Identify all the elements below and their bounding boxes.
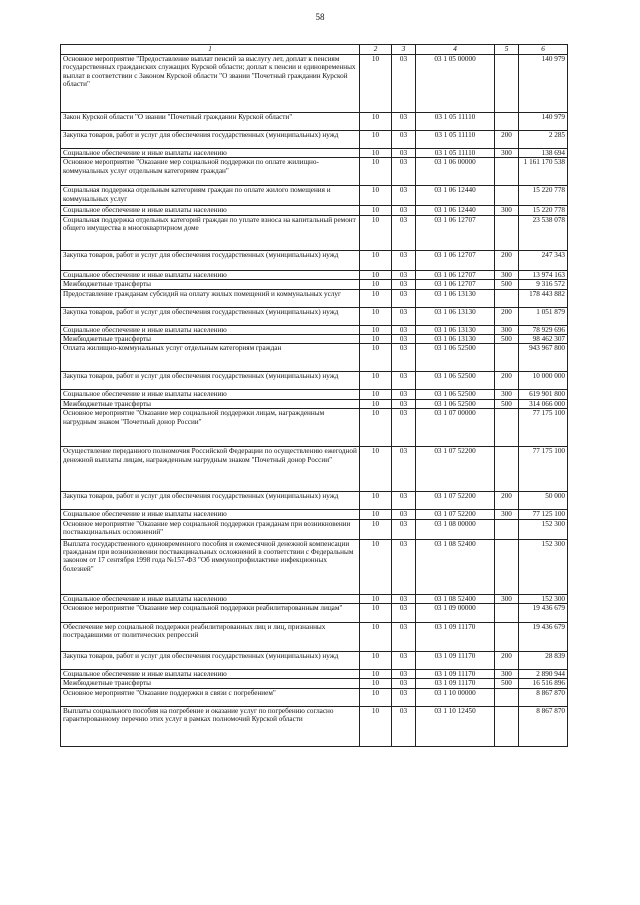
cell-target-article: 03 1 08 52400	[416, 594, 495, 603]
cell-name: Закупка товаров, работ и услуг для обеспечения государственных (муниципальных) нужд	[61, 131, 360, 149]
cell-amount: 15 220 778	[519, 186, 568, 206]
cell-section: 10	[360, 307, 392, 325]
cell-subsection: 03	[392, 409, 416, 447]
cell-amount: 98 462 307	[519, 335, 568, 344]
cell-target-article: 03 1 08 00000	[416, 519, 495, 539]
cell-target-article: 03 1 09 11170	[416, 652, 495, 670]
cell-target-article: 03 1 10 12450	[416, 706, 495, 746]
cell-name: Социальная поддержка отдельным категориям граждан по оплате жилого помещения и коммунальных услуг	[61, 186, 360, 206]
cell-target-article: 03 1 06 52500	[416, 372, 495, 390]
cell-section: 10	[360, 447, 392, 492]
table-row	[61, 113, 568, 131]
cell-subsection: 03	[392, 289, 416, 307]
cell-target-article: 03 1 06 12707	[416, 215, 495, 250]
cell-section: 10	[360, 289, 392, 307]
cell-amount: 2 285	[519, 131, 568, 149]
cell-name: Обеспечение мер социальной поддержки реабилитированных лиц и лиц, признанных пострадавшими от политических репрессий	[61, 623, 360, 652]
cell-amount: 9 316 572	[519, 280, 568, 289]
page-number: 58	[315, 12, 325, 22]
cell-amount: 13 974 163	[519, 270, 568, 279]
cell-name: Социальное обеспечение и иные выплаты населению	[61, 270, 360, 279]
cell-expense-type: 500	[495, 335, 519, 344]
cell-section: 10	[360, 206, 392, 215]
cell-target-article: 03 1 06 13130	[416, 325, 495, 334]
cell-amount: 152 300	[519, 539, 568, 594]
cell-amount: 152 300	[519, 519, 568, 539]
cell-section: 10	[360, 519, 392, 539]
cell-section: 10	[360, 706, 392, 746]
cell-amount: 1 051 879	[519, 307, 568, 325]
cell-subsection: 03	[392, 206, 416, 215]
cell-name: Основное мероприятие "Оказание поддержки в связи с погребением"	[61, 688, 360, 706]
cell-target-article: 03 1 06 12440	[416, 206, 495, 215]
table-row	[61, 344, 568, 372]
cell-name: Социальное обеспечение и иные выплаты населению	[61, 594, 360, 603]
table-row	[61, 131, 568, 149]
table-row	[61, 679, 568, 688]
column-header-rz: 2	[360, 45, 392, 55]
cell-subsection: 03	[392, 280, 416, 289]
cell-amount: 152 300	[519, 594, 568, 603]
cell-section: 10	[360, 390, 392, 399]
cell-name: Социальное обеспечение и иные выплаты населению	[61, 390, 360, 399]
cell-section: 10	[360, 372, 392, 390]
cell-target-article: 03 1 05 11110	[416, 113, 495, 131]
column-header-vr: 5	[495, 45, 519, 55]
cell-expense-type: 300	[495, 270, 519, 279]
table-row	[61, 492, 568, 510]
cell-expense-type	[495, 519, 519, 539]
cell-target-article: 03 1 06 13130	[416, 289, 495, 307]
cell-expense-type: 200	[495, 131, 519, 149]
column-header-pr: 3	[392, 45, 416, 55]
table-header-row	[61, 45, 568, 55]
cell-target-article: 03 1 06 12440	[416, 186, 495, 206]
cell-expense-type	[495, 623, 519, 652]
table-row	[61, 158, 568, 186]
column-header-name: 1	[61, 45, 360, 55]
cell-expense-type	[495, 158, 519, 186]
cell-expense-type: 300	[495, 206, 519, 215]
cell-name: Предоставление гражданам субсидий на оплату жилых помещений и коммунальных услуг	[61, 289, 360, 307]
table-row	[61, 510, 568, 519]
cell-section: 10	[360, 250, 392, 270]
cell-target-article: 03 1 10 00000	[416, 688, 495, 706]
cell-section: 10	[360, 399, 392, 408]
cell-subsection: 03	[392, 706, 416, 746]
cell-target-article: 03 1 05 11110	[416, 149, 495, 158]
cell-expense-type	[495, 113, 519, 131]
cell-name: Основное мероприятие "Оказание мер социальной поддержки по оплате жилищно-коммунальных услуг отдельным категориям граждан"	[61, 158, 360, 186]
cell-subsection: 03	[392, 539, 416, 594]
cell-amount: 943 967 800	[519, 344, 568, 372]
cell-amount: 1 161 170 538	[519, 158, 568, 186]
table-row	[61, 604, 568, 623]
table-row	[61, 186, 568, 206]
cell-target-article: 03 1 07 52200	[416, 447, 495, 492]
table-row	[61, 594, 568, 603]
cell-name: Закупка товаров, работ и услуг для обеспечения государственных (муниципальных) нужд	[61, 492, 360, 510]
cell-target-article: 03 1 05 11110	[416, 131, 495, 149]
cell-subsection: 03	[392, 399, 416, 408]
table-row	[61, 652, 568, 670]
cell-expense-type	[495, 215, 519, 250]
cell-section: 10	[360, 623, 392, 652]
table-row	[61, 307, 568, 325]
table-row	[61, 688, 568, 706]
cell-subsection: 03	[392, 325, 416, 334]
cell-expense-type: 200	[495, 372, 519, 390]
table-row	[61, 706, 568, 746]
cell-name: Социальное обеспечение и иные выплаты населению	[61, 325, 360, 334]
table-row	[61, 215, 568, 250]
cell-section: 10	[360, 325, 392, 334]
cell-subsection: 03	[392, 652, 416, 670]
cell-name: Основное мероприятие "Оказание мер социальной поддержки гражданам при возникновении поствакцинальных осложнений"	[61, 519, 360, 539]
cell-amount: 247 343	[519, 250, 568, 270]
cell-target-article: 03 1 06 12707	[416, 280, 495, 289]
cell-subsection: 03	[392, 113, 416, 131]
cell-subsection: 03	[392, 594, 416, 603]
cell-amount: 77 175 100	[519, 447, 568, 492]
cell-amount: 2 890 944	[519, 670, 568, 679]
cell-target-article: 03 1 05 00000	[416, 55, 495, 113]
cell-expense-type: 500	[495, 280, 519, 289]
cell-section: 10	[360, 510, 392, 519]
cell-section: 10	[360, 344, 392, 372]
cell-target-article: 03 1 06 00000	[416, 158, 495, 186]
cell-section: 10	[360, 594, 392, 603]
cell-name: Социальное обеспечение и иные выплаты населению	[61, 510, 360, 519]
budget-table	[60, 44, 568, 747]
table-row	[61, 399, 568, 408]
table-row	[61, 325, 568, 334]
cell-amount: 16 516 896	[519, 679, 568, 688]
cell-section: 10	[360, 652, 392, 670]
cell-target-article: 03 1 09 00000	[416, 604, 495, 623]
cell-name: Закупка товаров, работ и услуг для обеспечения государственных (муниципальных) нужд	[61, 372, 360, 390]
table-row	[61, 250, 568, 270]
cell-expense-type: 300	[495, 325, 519, 334]
cell-target-article: 03 1 06 13130	[416, 307, 495, 325]
cell-section: 10	[360, 186, 392, 206]
cell-section: 10	[360, 131, 392, 149]
cell-amount: 8 867 870	[519, 706, 568, 746]
cell-target-article: 03 1 07 00000	[416, 409, 495, 447]
cell-subsection: 03	[392, 390, 416, 399]
cell-target-article: 03 1 06 52500	[416, 390, 495, 399]
cell-expense-type: 200	[495, 492, 519, 510]
cell-amount: 619 901 800	[519, 390, 568, 399]
cell-expense-type: 200	[495, 307, 519, 325]
cell-expense-type	[495, 447, 519, 492]
table-row	[61, 206, 568, 215]
cell-section: 10	[360, 55, 392, 113]
cell-amount: 77 125 100	[519, 510, 568, 519]
cell-subsection: 03	[392, 186, 416, 206]
cell-expense-type: 200	[495, 250, 519, 270]
cell-amount: 8 867 870	[519, 688, 568, 706]
cell-amount: 140 979	[519, 55, 568, 113]
cell-expense-type: 200	[495, 652, 519, 670]
cell-section: 10	[360, 158, 392, 186]
table-row	[61, 539, 568, 594]
cell-amount: 19 436 679	[519, 623, 568, 652]
cell-section: 10	[360, 149, 392, 158]
cell-subsection: 03	[392, 492, 416, 510]
cell-target-article: 03 1 06 12707	[416, 250, 495, 270]
cell-name: Выплаты социального пособия на погребение и оказание услуг по погребению согласно гарантированному перечню этих услуг в рамках полномочий Курской области	[61, 706, 360, 746]
cell-section: 10	[360, 335, 392, 344]
table-row	[61, 519, 568, 539]
cell-name: Выплата государственного единовременного пособия и ежемесячной денежной компенсации гражданам при возникновении поствакцинальных осложнений в соответствии с Федеральным законом от 17 сентября 1998 года №157-ФЗ "Об иммунопрофилактике инфекционных болезней"	[61, 539, 360, 594]
cell-amount: 10 000 000	[519, 372, 568, 390]
table-row	[61, 270, 568, 279]
cell-target-article: 03 1 09 11170	[416, 670, 495, 679]
cell-amount: 77 175 100	[519, 409, 568, 447]
cell-name: Межбюджетные трансферты	[61, 679, 360, 688]
table-body	[61, 55, 568, 747]
table-row	[61, 372, 568, 390]
cell-subsection: 03	[392, 372, 416, 390]
cell-expense-type	[495, 55, 519, 113]
table-row	[61, 447, 568, 492]
cell-name: Межбюджетные трансферты	[61, 335, 360, 344]
cell-target-article: 03 1 07 52200	[416, 492, 495, 510]
cell-expense-type	[495, 186, 519, 206]
cell-subsection: 03	[392, 604, 416, 623]
cell-section: 10	[360, 679, 392, 688]
cell-name: Осуществление переданного полномочия Российской Федерации по осуществлению ежегодной денежной выплаты лицам, награжденным нагрудным знаком "Почетный донор России"	[61, 447, 360, 492]
cell-target-article: 03 1 09 11170	[416, 679, 495, 688]
cell-name: Основное мероприятие "Предоставление выплат пенсий за выслугу лет, доплат к пенсиям государственных гражданских служащих Курской области; доплат к пенсии и единовременных выплат в соответствии с Законом Курской области "О звании "Почетный гражданин Курской области"	[61, 55, 360, 113]
cell-subsection: 03	[392, 510, 416, 519]
cell-amount: 78 929 696	[519, 325, 568, 334]
cell-expense-type	[495, 539, 519, 594]
cell-name: Закупка товаров, работ и услуг для обеспечения государственных (муниципальных) нужд	[61, 652, 360, 670]
cell-target-article: 03 1 06 13130	[416, 335, 495, 344]
cell-amount: 15 220 778	[519, 206, 568, 215]
cell-name: Основное мероприятие "Оказание мер социальной поддержки реабилитированным лицам"	[61, 604, 360, 623]
cell-expense-type	[495, 706, 519, 746]
cell-target-article: 03 1 09 11170	[416, 623, 495, 652]
cell-expense-type: 300	[495, 594, 519, 603]
table-row	[61, 289, 568, 307]
cell-subsection: 03	[392, 307, 416, 325]
cell-subsection: 03	[392, 623, 416, 652]
table-row	[61, 280, 568, 289]
cell-name: Социальная поддержка отдельных категорий граждан по уплате взноса на капитальный ремонт общего имущества в многоквартирном доме	[61, 215, 360, 250]
column-header-sum: 6	[519, 45, 568, 55]
cell-section: 10	[360, 215, 392, 250]
cell-amount: 19 436 679	[519, 604, 568, 623]
cell-subsection: 03	[392, 270, 416, 279]
cell-subsection: 03	[392, 519, 416, 539]
cell-subsection: 03	[392, 670, 416, 679]
cell-target-article: 03 1 07 52200	[416, 510, 495, 519]
table-row	[61, 390, 568, 399]
cell-amount: 140 979	[519, 113, 568, 131]
table-row	[61, 409, 568, 447]
cell-amount: 138 694	[519, 149, 568, 158]
table-row	[61, 670, 568, 679]
table-row	[61, 335, 568, 344]
cell-expense-type: 300	[495, 510, 519, 519]
cell-amount: 28 839	[519, 652, 568, 670]
cell-expense-type	[495, 344, 519, 372]
cell-section: 10	[360, 539, 392, 594]
cell-section: 10	[360, 270, 392, 279]
cell-section: 10	[360, 670, 392, 679]
table-row	[61, 149, 568, 158]
cell-subsection: 03	[392, 335, 416, 344]
cell-expense-type: 300	[495, 670, 519, 679]
cell-amount: 50 000	[519, 492, 568, 510]
cell-section: 10	[360, 688, 392, 706]
cell-subsection: 03	[392, 55, 416, 113]
cell-name: Социальное обеспечение и иные выплаты населению	[61, 670, 360, 679]
cell-section: 10	[360, 604, 392, 623]
cell-name: Закупка товаров, работ и услуг для обеспечения государственных (муниципальных) нужд	[61, 307, 360, 325]
cell-name: Социальное обеспечение и иные выплаты населению	[61, 149, 360, 158]
cell-amount: 23 538 078	[519, 215, 568, 250]
cell-target-article: 03 1 06 52500	[416, 399, 495, 408]
table-row	[61, 623, 568, 652]
cell-name: Межбюджетные трансферты	[61, 399, 360, 408]
cell-name: Закон Курской области "О звании "Почетный гражданин Курской области"	[61, 113, 360, 131]
cell-expense-type: 300	[495, 390, 519, 399]
cell-name: Социальное обеспечение и иные выплаты населению	[61, 206, 360, 215]
cell-target-article: 03 1 06 12707	[416, 270, 495, 279]
table-row	[61, 55, 568, 113]
cell-section: 10	[360, 409, 392, 447]
cell-expense-type: 500	[495, 679, 519, 688]
cell-subsection: 03	[392, 215, 416, 250]
cell-expense-type	[495, 409, 519, 447]
cell-subsection: 03	[392, 158, 416, 186]
cell-amount: 178 443 882	[519, 289, 568, 307]
cell-expense-type	[495, 604, 519, 623]
cell-subsection: 03	[392, 447, 416, 492]
cell-section: 10	[360, 492, 392, 510]
cell-subsection: 03	[392, 688, 416, 706]
cell-name: Оплата жилищно-коммунальных услуг отдельным категориям граждан	[61, 344, 360, 372]
cell-target-article: 03 1 08 52400	[416, 539, 495, 594]
cell-name: Закупка товаров, работ и услуг для обеспечения государственных (муниципальных) нужд	[61, 250, 360, 270]
cell-expense-type	[495, 289, 519, 307]
cell-subsection: 03	[392, 250, 416, 270]
cell-subsection: 03	[392, 679, 416, 688]
cell-subsection: 03	[392, 131, 416, 149]
cell-expense-type	[495, 688, 519, 706]
cell-section: 10	[360, 280, 392, 289]
cell-section: 10	[360, 113, 392, 131]
cell-subsection: 03	[392, 149, 416, 158]
cell-expense-type: 300	[495, 149, 519, 158]
cell-name: Основное мероприятие "Оказание мер социальной поддержки лицам, награжденным нагрудным знаком "Почетный донор России"	[61, 409, 360, 447]
cell-expense-type: 500	[495, 399, 519, 408]
cell-target-article: 03 1 06 52500	[416, 344, 495, 372]
cell-name: Межбюджетные трансферты	[61, 280, 360, 289]
cell-amount: 314 066 000	[519, 399, 568, 408]
column-header-csr: 4	[416, 45, 495, 55]
cell-subsection: 03	[392, 344, 416, 372]
